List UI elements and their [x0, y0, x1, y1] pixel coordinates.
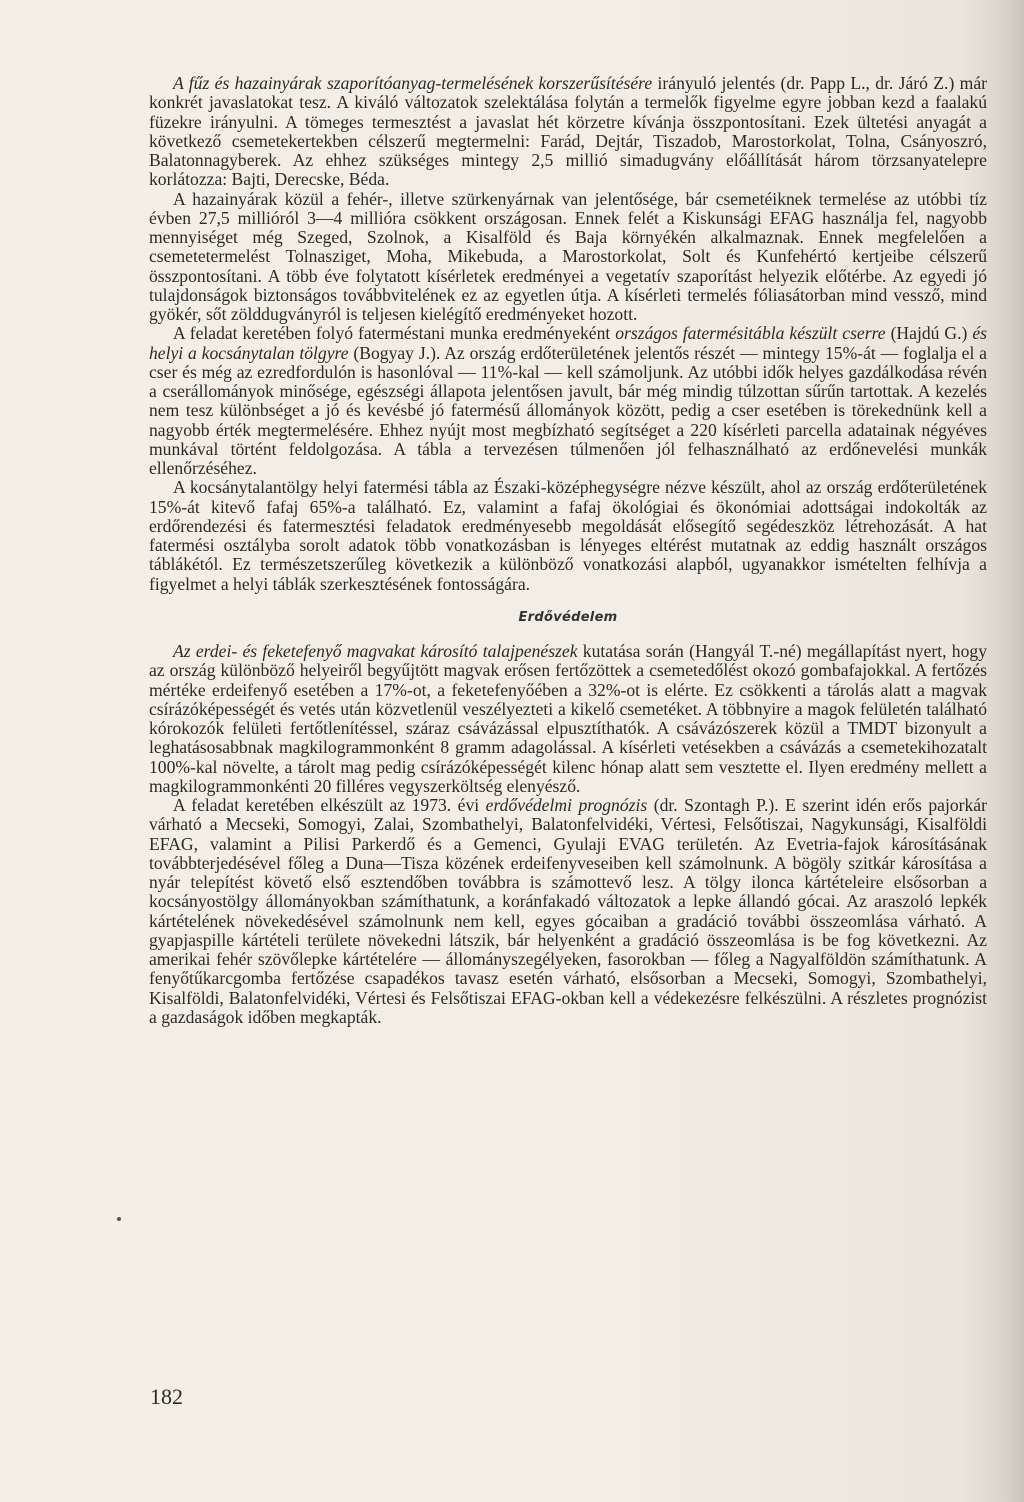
paragraph	[149, 478, 987, 594]
text-run: kutatása során (Hangyál T.-né) megállapítást nyert, hogy az ország különböző helyeiről begyűjtött magvak erősen fertőzöttek a csemetedőlést okozó gombafajokkal. A fertőzés mértéke erdeifenyő esetében a 17%-ot, a feketefenyőében a 32%-ot is elérte. Ez csökkenti a tárolás alatt a magvak csírázóképességét és vetés után közvetlenül veszélyezteti a kikelő csemetéket. A többnyire a magok felületén található kórokozók felületi fertőtlenítéssel, száraz csávázással elpusztíthatók. A csávázószerek közül a TMDT bizonyult a leghatásosabbnak magkilogrammonként 8 gramm adagolással. A kísérleti vetésekben a csávázás a csemetekihozatalt 100%-kal növelte, a tárolt mag pedig csírázóképességét kilenc hónap alatt sem vesztette el. Ilyen eredmény mellett a magkilogrammonkénti 20 filléres vegyszerköltség elenyésző.	[149, 641, 987, 796]
text-run: A feladat keretében elkészült az 1973. évi	[173, 795, 486, 815]
paragraph	[149, 190, 987, 325]
italic-phrase: és helyi a kocsánytalan tölgyre	[149, 323, 987, 363]
text-column	[149, 74, 987, 1027]
paragraph	[149, 324, 987, 478]
text-run: A hazainyárak közül a fehér-, illetve szürkenyárnak van jelentősége, bár csemetéiknek termelése az utóbbi tíz évben 27,5 millióról 3—4 millióra csökkent országosan. Ennek felét a Kiskunsági EFAG használja fel, nagyobb mennyiséget még Szeged, Szolnok, a Kisalföld és Baja környékén alkalmaznak. Ennek megfelelően a csemetetermelést Tolnasziget, Moha, Mikebuda, a Marostorkolat, Solt és Kunfehértó kertjeibe célszerű összpontosítani. A több éve folytatott kísérletek eredményei a vegetatív szaporítást helyezik előtérbe. Az egyedi jó tulajdonságok biztonságos továbbvitelének ez az egyetlen útja. A kísérleti termelés fóliasátorban mind vessző, mind gyökér, sőt zölddugványról is teljesen kielégítő eredményeket hozott.	[149, 188, 987, 324]
paragraph	[149, 74, 987, 190]
paragraph	[149, 642, 987, 796]
italic-phrase: erdővédelmi prognózis	[485, 795, 648, 815]
text-run: (Hajdú G.)	[885, 323, 973, 344]
italic-phrase: Az erdei- és feketefenyő magvakat károsító talajpenészek	[173, 641, 578, 661]
italic-phrase: A fűz és hazainyárak szaporítóanyag-termelésének korszerűsítésére	[173, 73, 653, 93]
margin-mark	[117, 1217, 121, 1221]
paragraph	[149, 796, 987, 1027]
text-run: (Bogyay J.). Az ország erdőterületének jelentős részét — mintegy 15%-át — foglalja el a cser és még az ezredfordulón is hasonlóval — 11%-kal — kell számoljunk. Az utóbbi idők helyes gazdálkodása révén a cserállományok minősége, egészségi állapota jelentősen javult, bár még mindig túlzottan sűrűn tartottak. A kezelés nem tesz különbséget a jó és kevésbé jó fatermésű állományok között, pedig a cser esetében is törekednünk kell a nagyobb érték megtermelésére. Ehhez nyújt most megbízható segítséget a 220 kísérleti parcella adatainak négyéves munkával történt feldolgozása. A tábla a tervezésen túlmenően jól felhasználható az erdőnevelési munkák ellenőrzéséhez.	[149, 342, 987, 478]
section-heading: Erdővédelem	[518, 609, 618, 625]
text-run: irányuló jelentés (dr. Papp L., dr. Járó Z.) már konkrét javaslatokat tesz. A kiváló változatok szelektálása folytán a termelők figyelme egyre jobban kezd a faalakú füzekre irányulni. A tömeges termesztést a javaslat hét körzetre kívánja összpontosítani. Ezek ültetési anyagát a következő csemetekertekben célszerű megtermelni: Farád, Dejtár, Tiszadob, Marostorkolat, Tolna, Csányoszró, Balatonnagyberek. Az ehhez szükséges mintegy 2,5 millió simadugvány előállítását három törzsanyatelepre korlátozza: Bajti, Derecske, Béda.	[149, 73, 987, 190]
text-run: A feladat keretében folyó faterméstani munka eredményeként	[173, 323, 616, 344]
text-run: A kocsánytalantölgy helyi fatermési tábla az Északi-középhegységre nézve készült, ahol az ország erdőterületének 15%-át kitevő fafaj 65%-a található. Ez, valamint a fafaj ökológiai és ökonómiai adottságai indokolták az erdőrendezési és fatermesztési feladatok eredményesebb megoldását elősegítő segédeszköz létrehozását. A hat fatermési osztályba sorolt adatok több vonatkozásban is lényeges eltérést mutatnak az eddig használt országos táblákétól. Ez természetszerűleg következik a különböző vonatkozási alapból, ugyanakkor ismételten felhívja a figyelmet a helyi táblák szerkesztésének fontosságára.	[149, 477, 987, 594]
page-number: 182	[150, 1384, 183, 1409]
paragraphs-section-2	[149, 642, 987, 1027]
italic-phrase: országos fatermésitábla készült cserre	[615, 323, 886, 344]
text-run: (dr. Szontagh P.). E szerint idén erős pajorkár várható a Mecseki, Somogyi, Zalai, Szombathelyi, Balatonfelvidéki, Vértesi, Felsőtiszai, Nagykunsági, Kisalföldi EFAG, valamint a Pilisi Parkerdő és a Gemenci, Gyulaji EVAG területén. Az Evetria-fajok károsításának továbbterjedésével főleg a Duna—Tisza közének erdeifenyveseiben kell számolnunk. A bögöly szitkár károsítása a nyár telepítést követő első esztendőben továbbra is számottevő lesz. A tölgy ilonca kártételeire elsősorban a kocsányostölgy állományokban számíthatunk, a koránfakadó változatok a lepke állandó gócai. Az araszoló lepkék kártételének növekedésével számolnunk nem kell, egyes gócaiban a gradáció további összeomlása várható. A gyapjaspille kártételi területe növekedni látszik, bár helyenként a gradáció összeomlása is be fog következni. Az amerikai fehér szövőlepke kártételére — állományszegélyeken, fasorokban — főleg a Nagyalföldön számíthatunk. A fenyőtűkarcgomba fertőzése csapadékos tavasz esetén várható, elsősorban a Mecseki, Somogyi, Szombathelyi, Kisalföldi, Balatonfelvidéki, Vértesi és Felsőtiszai EFAG-okban kell a védekezésre felkészülni. A részletes prognózist a gazdaságok időben megkapták.	[149, 795, 987, 1027]
paragraphs-section-1	[149, 74, 987, 594]
